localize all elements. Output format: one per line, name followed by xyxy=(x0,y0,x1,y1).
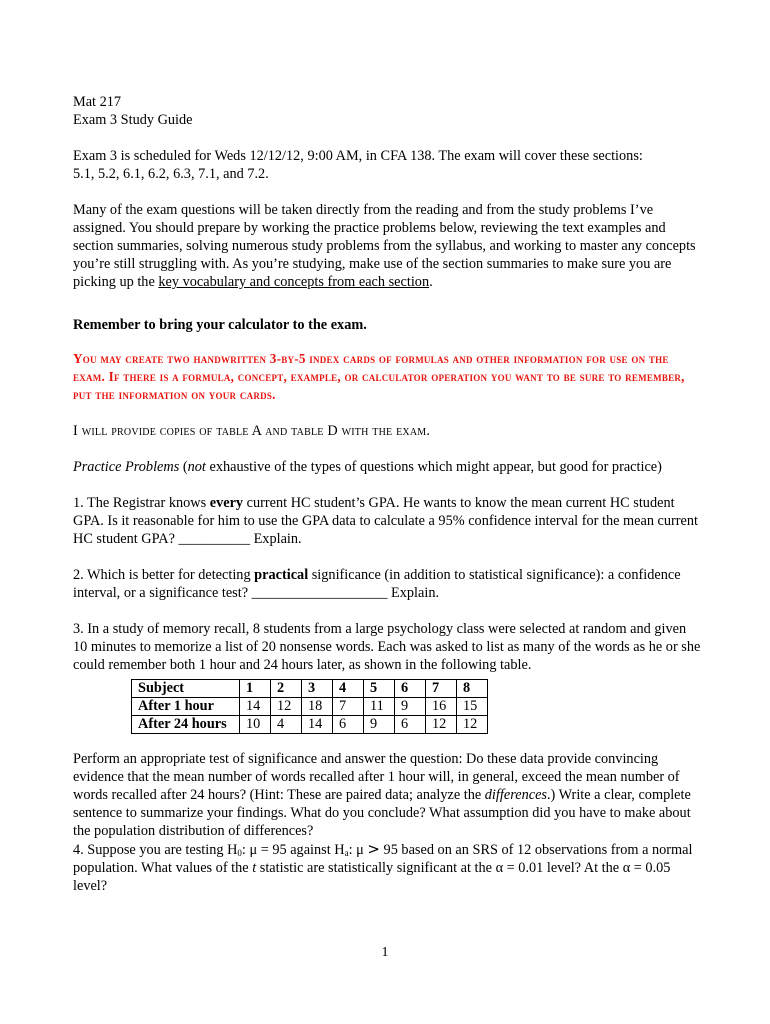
schedule-paragraph xyxy=(73,147,703,183)
q4-sub-0: 0 xyxy=(237,848,242,858)
table-cell: 18 xyxy=(302,698,333,716)
q4-text-b: : μ = 95 against H xyxy=(241,842,345,858)
document-title: Exam 3 Study Guide xyxy=(73,112,193,128)
q3-follow-italic: differences xyxy=(484,787,547,803)
question-3-followup xyxy=(73,750,703,840)
q4-text-c: : μ xyxy=(348,842,368,858)
table-row xyxy=(132,698,488,716)
document-body xyxy=(73,93,703,895)
table-row xyxy=(132,716,488,734)
practice-heading xyxy=(73,458,703,476)
table-cell: 7 xyxy=(333,698,364,716)
calculator-reminder: Remember to bring your calculator to the exam. xyxy=(73,317,367,333)
table-header-cell: 4 xyxy=(333,680,364,698)
q4-text-d: 95 based on an SRS of 12 observations from a normal population. What values of the xyxy=(73,842,693,876)
page-number: 1 xyxy=(381,945,389,960)
table-header-cell: 5 xyxy=(364,680,395,698)
practice-rest: exhaustive of the types of questions which might appear, but good for practice) xyxy=(205,459,662,475)
q2-bold: practical xyxy=(254,567,309,583)
table-header-cell: 2 xyxy=(271,680,302,698)
q4-text-a: 4. Suppose you are testing H xyxy=(73,842,238,858)
table-cell: 11 xyxy=(364,698,395,716)
table-header-cell: Subject xyxy=(132,680,240,698)
table-header-cell: 6 xyxy=(395,680,426,698)
table-cell: 14 xyxy=(302,716,333,734)
practice-not: not xyxy=(187,459,206,475)
question-2 xyxy=(73,566,703,602)
question-1 xyxy=(73,494,703,548)
table-header-cell: 3 xyxy=(302,680,333,698)
table-cell: 9 xyxy=(395,698,426,716)
table-cell: 6 xyxy=(395,716,426,734)
course-code: Mat 217 xyxy=(73,94,122,110)
practice-paren: ( xyxy=(179,459,188,475)
table-header-cell: 7 xyxy=(426,680,457,698)
index-cards-text-2: If there is a formula, concept, example, or calculator operation you want to be sure to remember, put the information on your cards. xyxy=(73,369,685,402)
q4-text-e: statistic are statistically significant at the α = 0.01 level? At the α = 0.05 level? xyxy=(73,860,671,894)
q4-sub-a: a xyxy=(344,848,349,858)
q3-follow-text-b: .) Write a clear, complete sentence to summarize your findings. What do you conclude? What assumption did you have to make about the population distribution of differences? xyxy=(73,787,691,839)
table-header-cell: 1 xyxy=(240,680,271,698)
practice-title: Practice Problems xyxy=(73,459,180,475)
q4-t-italic: t xyxy=(252,860,257,876)
q3-follow-text-a: Perform an appropriate test of significance and answer the question: Do these data provide convincing evidence that the mean number of words recalled after 1 hour will, in general, exceed the mean number of words recalled after 24 hours? (Hint: These are paired data; analyze the xyxy=(73,751,680,803)
table-cell: 12 xyxy=(457,716,488,734)
intro-end: . xyxy=(429,274,433,290)
table-cell: 9 xyxy=(364,716,395,734)
intro-paragraph xyxy=(73,201,703,291)
question-3: 3. In a study of memory recall, 8 students from a large psychology class were selected at random and given 10 minutes to memorize a list of 20 nonsense words. Each was asked to list as many of the words as he or she could remember both 1 hour and 24 hours later, as shown in the following table. xyxy=(73,621,701,673)
schedule-line-1: Exam 3 is scheduled for Weds 12/12/12, 9:00 AM, in CFA 138. The exam will cover these sections: xyxy=(73,148,643,164)
memory-recall-table xyxy=(131,679,488,734)
table-row-label: After 24 hours xyxy=(132,716,240,734)
table-row-label: After 1 hour xyxy=(132,698,240,716)
table-cell: 12 xyxy=(426,716,457,734)
index-cards-notice xyxy=(73,350,703,404)
q2-text-b: significance (in addition to statistical significance): a confidence interval, or a significance test? ___________________ Explain. xyxy=(73,567,681,601)
table-cell: 10 xyxy=(240,716,271,734)
q1-bold: every xyxy=(209,495,244,511)
index-cards-text-1: You may create two handwritten 3-by-5 index cards of formulas and other information for use on the exam. xyxy=(73,351,669,384)
intro-text: Many of the exam questions will be taken directly from the reading and from the study problems I’ve assigned. You should prepare by working the practice problems below, reviewing the text examples and section summaries, solving numerous study problems from the syllabus, and working to master any concepts you’re still struggling with. As you’re studying, make use of the section summaries to make sure you are picking up the xyxy=(73,202,696,290)
tables-note: I will provide copies of table A and table D with the exam. xyxy=(73,423,431,439)
q4-greater-than: > xyxy=(367,840,380,858)
question-4 xyxy=(73,840,703,895)
table-row xyxy=(132,680,488,698)
table-cell: 6 xyxy=(333,716,364,734)
q1-text-b: current HC student’s GPA. He wants to know the mean current HC student GPA. Is it reasonable for him to use the GPA data to calculate a 95% confidence interval for the mean current HC student GPA? __________ Explain. xyxy=(73,495,699,547)
table-cell: 14 xyxy=(240,698,271,716)
table-cell: 16 xyxy=(426,698,457,716)
schedule-line-2: 5.1, 5.2, 6.1, 6.2, 6.3, 7.1, and 7.2. xyxy=(73,166,269,182)
table-cell: 15 xyxy=(457,698,488,716)
table-cell: 12 xyxy=(271,698,302,716)
table-header-cell: 8 xyxy=(457,680,488,698)
table-cell: 4 xyxy=(271,716,302,734)
key-vocabulary-underlined: key vocabulary and concepts from each section xyxy=(158,274,430,290)
q2-text-a: 2. Which is better for detecting xyxy=(73,567,255,583)
q1-text-a: 1. The Registrar knows xyxy=(73,495,210,511)
